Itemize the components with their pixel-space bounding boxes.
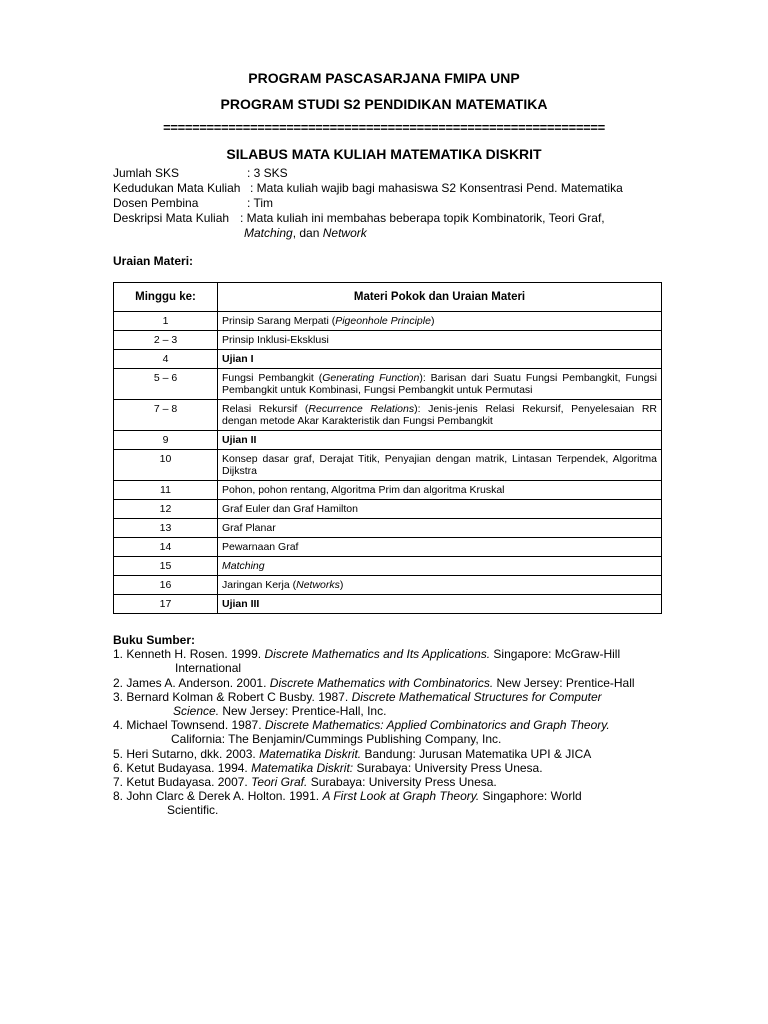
reference-item-cont: International <box>175 661 242 676</box>
materi-cell: Pohon, pohon rentang, Algoritma Prim dan algoritma Kruskal <box>218 481 662 500</box>
week-cell: 12 <box>114 500 218 519</box>
ref-publisher: Singapore: McGraw-Hill <box>490 647 621 662</box>
ref-title: Discrete Mathematics with Combinatorics. <box>269 675 494 690</box>
materi-italic: Recurrence Relations <box>308 403 415 415</box>
deskripsi-value: : Mata kuliah ini membahas beberapa topik Kombinatorik, Teori Graf, <box>240 211 605 225</box>
table-row <box>114 312 662 331</box>
ref-title: Discrete Mathematics: Applied Combinatorics and Graph Theory. <box>264 718 610 733</box>
table-row <box>114 350 662 369</box>
dosen-label: Dosen Pembina <box>113 196 199 210</box>
week-cell: 5 – 6 <box>114 369 218 400</box>
materi-cell: Matching <box>218 557 662 576</box>
deskripsi-continuation <box>244 226 367 241</box>
table-row <box>114 576 662 595</box>
references-title: Buku Sumber: <box>113 633 196 647</box>
ref-title: Discrete Mathematics and Its Applications. <box>264 647 491 662</box>
reference-item <box>113 789 635 803</box>
week-cell: 7 – 8 <box>114 400 218 431</box>
kedudukan-value: : Mata kuliah wajib bagi mahasiswa S2 Konsentrasi Pend. Matematika <box>250 181 623 195</box>
reference-item <box>113 775 635 789</box>
materi-cell <box>218 312 662 331</box>
week-cell: 4 <box>114 350 218 369</box>
reference-item <box>113 761 635 775</box>
ref-author: 6. Ketut Budayasa. 1994. <box>113 760 252 775</box>
materi-text: ): Barisan dari Suatu Fungsi Pembangkit, Fungsi Pembangkit untuk Kombinasi, Fungsi Pembangkit untuk Permutasi <box>222 372 657 396</box>
col-week-header: Minggu ke: <box>114 283 218 312</box>
materi-cell <box>218 369 662 400</box>
ref-title: Matematika Diskrit. <box>259 746 362 761</box>
materi-cell-exam: Ujian III <box>218 595 662 614</box>
materi-cell: Graf Euler dan Graf Hamilton <box>218 500 662 519</box>
materi-cell: Pewarnaan Graf <box>218 538 662 557</box>
ref-title: A First Look at Graph Theory. <box>322 789 480 804</box>
table-row <box>114 481 662 500</box>
materi-cell: Konsep dasar graf, Derajat Titik, Penyajian dengan matrik, Lintasan Terpendek, Algoritma Dijkstra <box>218 450 662 481</box>
table-row <box>114 331 662 350</box>
table-row <box>114 431 662 450</box>
program-heading: PROGRAM PASCASARJANA FMIPA UNP <box>248 70 520 86</box>
materi-text: Fungsi Pembangkit ( <box>222 372 323 384</box>
reference-item-cont <box>113 704 635 718</box>
kedudukan-label: Kedudukan Mata Kuliah <box>113 181 241 195</box>
table-row <box>114 538 662 557</box>
ref-author: 4. Michael Townsend. 1987. <box>113 718 265 733</box>
table-row <box>114 400 662 431</box>
reference-item-cont: California: The Benjamin/Cummings Publishing Company, Inc. <box>171 732 502 747</box>
col-materi-header: Materi Pokok dan Uraian Materi <box>218 283 662 312</box>
deskripsi-label: Deskripsi Mata Kuliah <box>113 211 230 225</box>
materi-cell: Graf Planar <box>218 519 662 538</box>
table-row <box>114 595 662 614</box>
matching-term: Matching <box>244 226 293 240</box>
sks-label: Jumlah SKS <box>113 166 180 180</box>
ref-publisher: Bandung: Jurusan Matematika UPI & JICA <box>361 746 592 761</box>
sks-value: : 3 SKS <box>247 166 288 180</box>
week-cell: 14 <box>114 538 218 557</box>
uraian-materi-label: Uraian Materi: <box>113 254 194 268</box>
table-header-row <box>114 283 662 312</box>
materi-italic: Generating Function <box>322 372 420 384</box>
ref-title: Teori Graf. <box>251 775 308 790</box>
materi-cell <box>218 576 662 595</box>
reference-item <box>113 690 635 704</box>
materi-cell <box>218 400 662 431</box>
and-text: , dan <box>292 226 323 240</box>
ref-publisher: Singaphore: World <box>479 789 582 804</box>
reference-item <box>113 647 635 661</box>
materi-text: Relasi Rekursif ( <box>222 403 309 415</box>
materials-table <box>113 282 662 614</box>
syllabus-title: SILABUS MATA KULIAH MATEMATIKA DISKRIT <box>226 146 542 162</box>
ref-publisher: Surabaya: University Press Unesa. <box>307 775 497 790</box>
ref-author: 1. Kenneth H. Rosen. 1999. <box>113 647 265 662</box>
ref-author: 2. James A. Anderson. 2001. <box>113 675 270 690</box>
ref-publisher: New Jersey: Prentice-Hall, Inc. <box>219 704 387 719</box>
week-cell: 16 <box>114 576 218 595</box>
table-row <box>114 500 662 519</box>
ref-author: 7. Ketut Budayasa. 2007. <box>113 775 252 790</box>
dosen-value: : Tim <box>247 196 273 210</box>
materi-text: ) <box>430 315 435 327</box>
ref-title: Matematika Diskrit: <box>251 760 354 775</box>
materi-cell-exam: Ujian II <box>218 431 662 450</box>
week-cell: 11 <box>114 481 218 500</box>
table-row <box>114 557 662 576</box>
reference-item <box>113 676 635 690</box>
materi-italic: Networks <box>296 579 340 591</box>
ref-author: 3. Bernard Kolman & Robert C Busby. 1987. <box>113 689 352 704</box>
materi-text: ): Jenis-jenis Relasi Rekursif, Penyelesaian RR dengan metode Akar Karakteristik dan Fungsi Pembangkit <box>222 403 657 427</box>
ref-author: 5. Heri Sutarno, dkk. 2003. <box>113 746 260 761</box>
divider-line: ============================================================= <box>163 120 605 135</box>
ref-publisher: Surabaya: University Press Unesa. <box>353 760 543 775</box>
reference-item <box>113 747 635 761</box>
ref-title: Science. <box>173 704 220 719</box>
materi-text: Prinsip Sarang Merpati ( <box>222 315 336 327</box>
week-cell: 15 <box>114 557 218 576</box>
reference-item <box>113 718 635 732</box>
ref-publisher: New Jersey: Prentice-Hall <box>493 675 635 690</box>
ref-title: Discrete Mathematical Structures for Computer <box>351 689 602 704</box>
materi-text: ) <box>339 579 344 591</box>
table-row <box>114 519 662 538</box>
reference-item-cont: Scientific. <box>167 803 219 818</box>
week-cell: 2 – 3 <box>114 331 218 350</box>
references <box>113 633 635 818</box>
materi-text: Jaringan Kerja ( <box>222 579 297 591</box>
week-cell: 9 <box>114 431 218 450</box>
week-cell: 10 <box>114 450 218 481</box>
study-program-heading: PROGRAM STUDI S2 PENDIDIKAN MATEMATIKA <box>220 96 548 112</box>
table-row <box>114 369 662 400</box>
ref-author: 8. John Clarc & Derek A. Holton. 1991. <box>113 789 323 804</box>
network-term: Network <box>322 226 367 240</box>
week-cell: 17 <box>114 595 218 614</box>
week-cell: 1 <box>114 312 218 331</box>
materi-cell-exam: Ujian I <box>218 350 662 369</box>
materi-italic: Pigeonhole Principle <box>335 315 431 327</box>
week-cell: 13 <box>114 519 218 538</box>
materi-cell: Prinsip Inklusi-Eksklusi <box>218 331 662 350</box>
table-row <box>114 450 662 481</box>
